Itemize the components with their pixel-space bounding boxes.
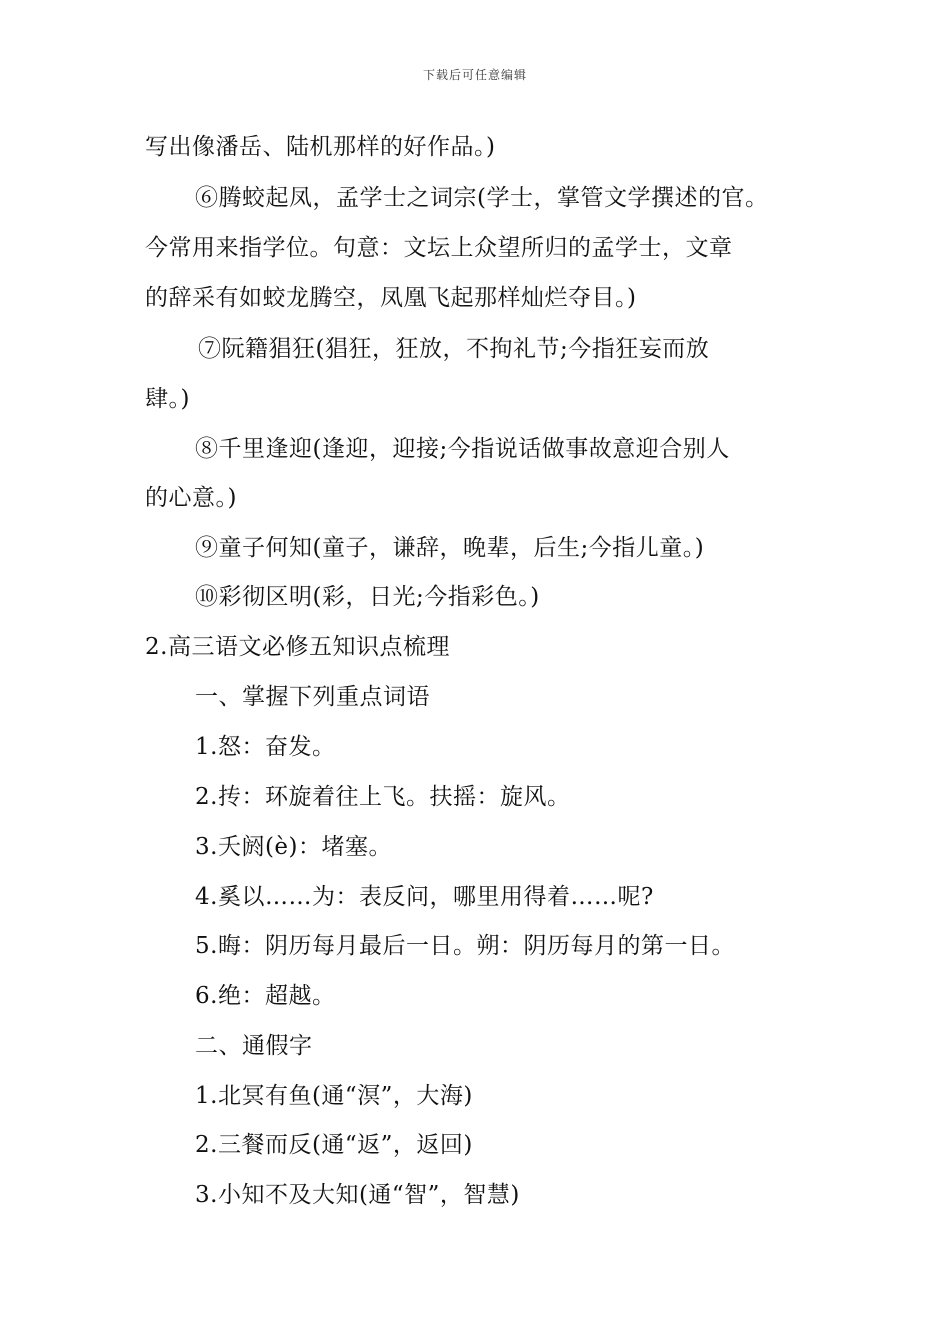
subsection-heading: 一、掌握下列重点词语 <box>195 684 430 710</box>
text-line: 写出像潘岳、陆机那样的好作品。) <box>145 134 496 160</box>
text-line: 肆。) <box>145 386 190 412</box>
list-item: 2.三餐而反(通“返”，返回) <box>195 1132 473 1158</box>
section-heading: 2.高三语文必修五知识点梳理 <box>145 634 450 660</box>
list-item: 6.绝：超越。 <box>195 983 336 1009</box>
list-item: 3.小知不及大知(通“智”，智慧) <box>195 1182 520 1208</box>
list-item: 5.晦：阴历每月最后一日。朔：阴历每月的第一日。 <box>195 933 735 959</box>
text-line: 的辞采有如蛟龙腾空，凤凰飞起那样灿烂夺目。) <box>145 285 637 311</box>
list-item: 3.夭阏(è)：堵塞。 <box>195 834 393 860</box>
text-line: 今常用来指学位。句意：文坛上众望所归的孟学士，文章 <box>145 235 733 261</box>
list-item: 2.抟：环旋着往上飞。扶摇：旋风。 <box>195 784 571 810</box>
text-line: ⑦阮籍猖狂(猖狂，狂放，不拘礼节;今指狂妄而放 <box>198 336 710 362</box>
page-header: 下载后可任意编辑 <box>422 68 527 82</box>
subsection-heading: 二、通假字 <box>195 1033 313 1059</box>
text-line: ⑧千里逢迎(逢迎，迎接;今指说话做事故意迎合别人 <box>195 436 730 462</box>
text-line: 的心意。) <box>145 485 237 511</box>
list-item: 1.北冥有鱼(通“溟”，大海) <box>195 1083 473 1109</box>
text-line: ⑩彩彻区明(彩，日光;今指彩色。) <box>195 584 540 610</box>
text-line: ⑥腾蛟起凤，孟学士之词宗(学士，掌管文学撰述的官。 <box>195 185 769 211</box>
text-line: ⑨童子何知(童子，谦辞，晚辈，后生;今指儿童。) <box>195 535 705 561</box>
list-item: 4.奚以……为：表反问，哪里用得着……呢? <box>195 884 654 910</box>
list-item: 1.怒：奋发。 <box>195 734 336 760</box>
